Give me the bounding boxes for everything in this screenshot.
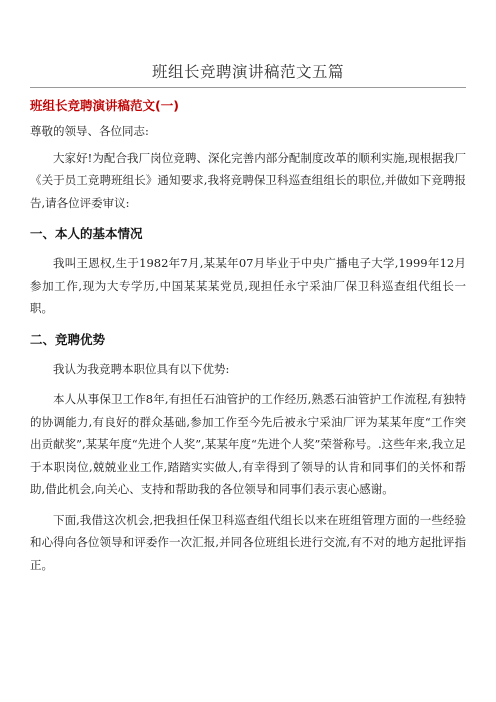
document-body (30, 96, 466, 584)
section-heading-advantages: 二、竞聘优势 (30, 331, 106, 347)
document-title: 班组长竞聘演讲稿范文五篇 (151, 63, 344, 81)
greeting: 尊敬的领导、各位同志: (30, 124, 149, 138)
intro-paragraph: 大家好!为配合我厂岗位竞聘、深化完善内部分配制度改革的顺利实施,现根据我厂《关于员工竞聘班组长》通知要求,我将竞聘保卫科巡查组组长的职位,并做如下竞聘报告,请各位评委审议: (30, 150, 466, 210)
advantages-lead-paragraph: 我认为我竞聘本职位具有以下优势: (53, 361, 230, 376)
section-heading-basic-info: 一、本人的基本情况 (30, 226, 143, 241)
title-divider (30, 87, 466, 88)
article-subtitle: 班组长竞聘演讲稿范文(一) (30, 98, 179, 113)
basic-info-paragraph: 我叫王恩权,生于1982年7月,某某年07月毕业于中央广播电子大学,1999年12月参加工作,现为大专学历,中国某某某党员,现担任永宁采油厂保卫科巡查组代组长一职。 (30, 256, 466, 315)
closing-paragraph: 下面,我借这次机会,把我担任保卫科巡查组代组长以来在班组管理方面的一些经验和心得向各位领导和评委作一次汇报,并同各位班组长进行交流,有不对的地方起批评指正。 (30, 512, 466, 572)
advantages-detail-paragraph: 本人从事保卫工作8年,有担任石油管护的工作经历,熟悉石油管护工作流程,有独特的协调能力,有良好的群众基础,参加工作至今先后被永宁采油厂评为某某年度“工作突出贡献奖”,某某年度“先进个人奖”,某某年度“先进个人奖”荣誉称号。.这些年来,我立足于本职岗位,兢兢业业工作,踏踏实实做人,有幸得到了领导的认肯和同事们的关怀和帮助,借此机会,向关心、支持和帮助我的各位领导和同事们表示衷心感谢。 (30, 392, 466, 496)
